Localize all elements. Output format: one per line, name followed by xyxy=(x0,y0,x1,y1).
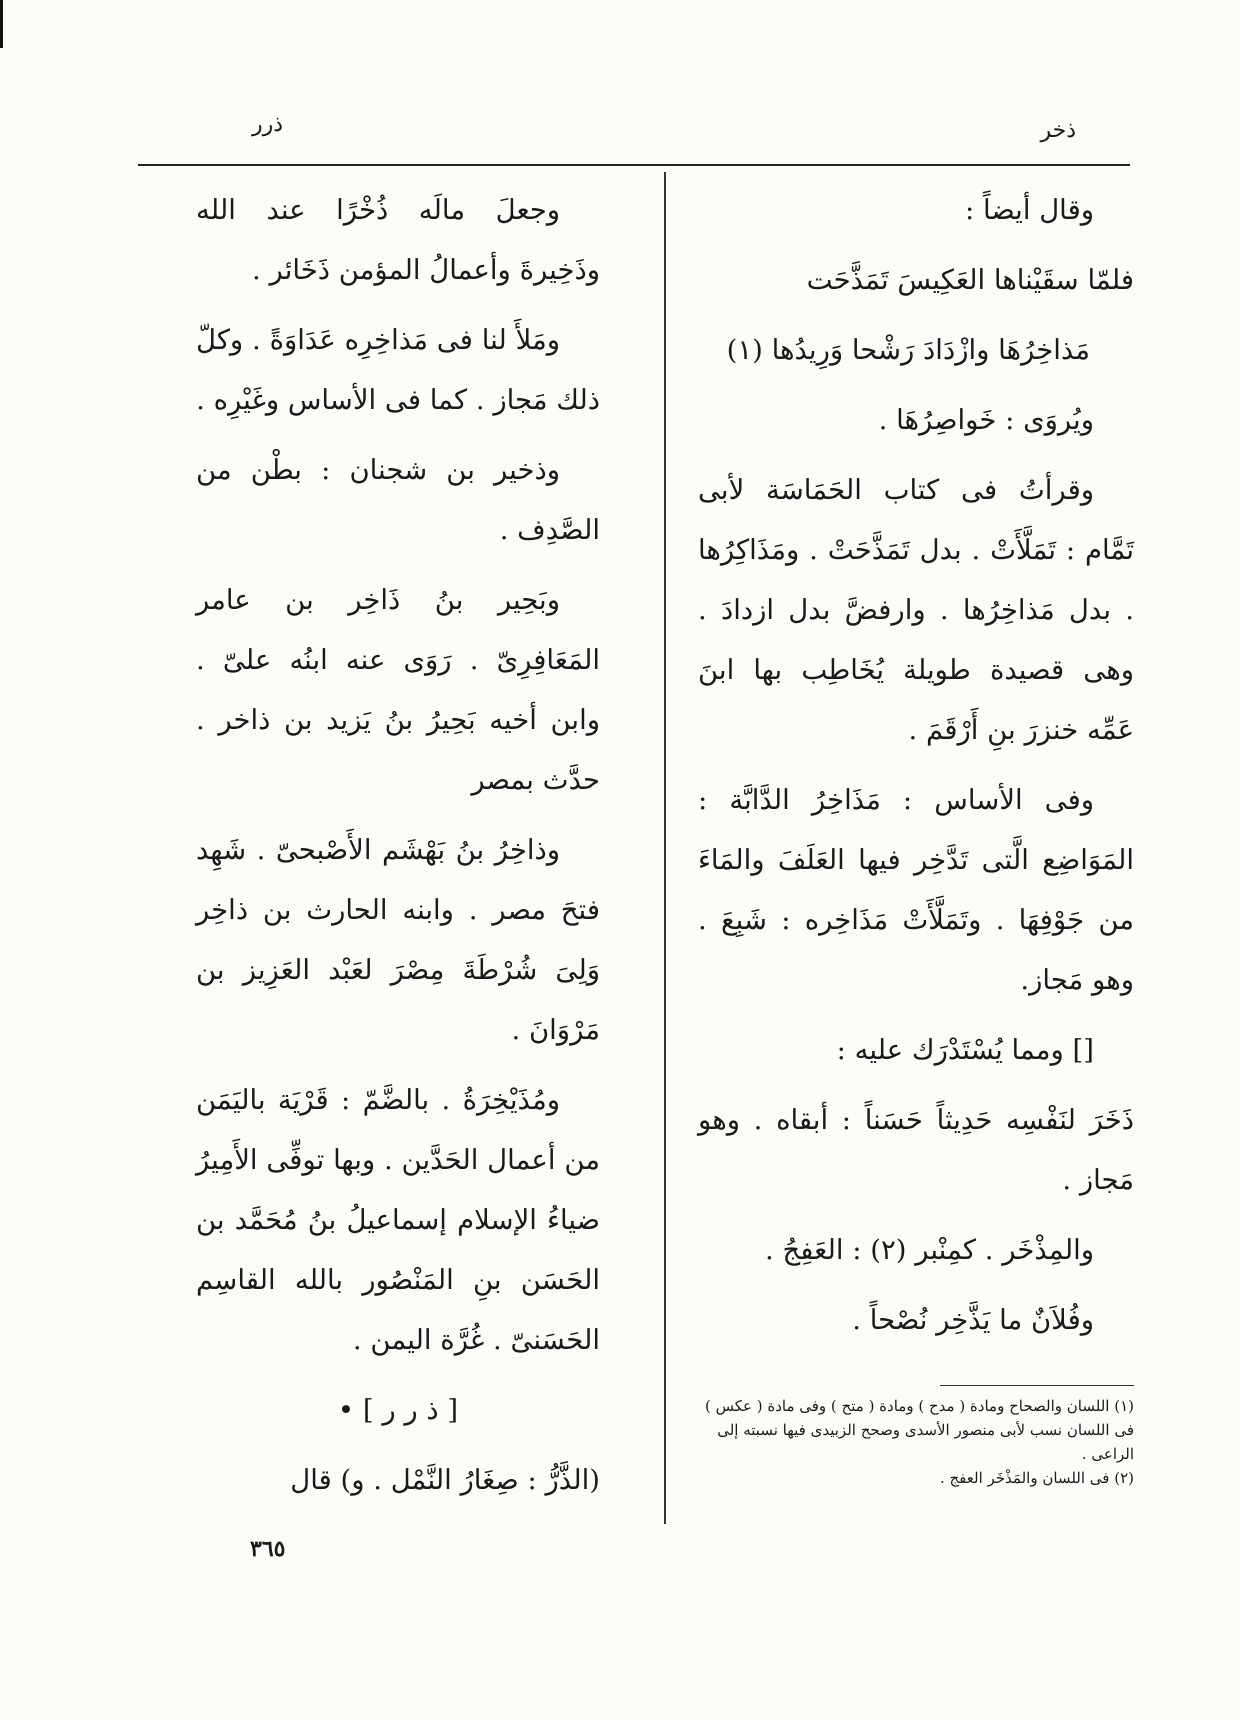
paragraph: وقرأتُ فى كتاب الحَمَاسَة لأبى تَمَّام : تَمَلَّأَتْ . بدل تَمَذَّحَتْ . ومَذَاكِرُها . بدل مَذاخِرُها . وارفضَّ بدل ازدادَ . وهى قصيدة طويلة يُخَاطِب بها ابنَ عَمِّه خنزرَ بنِ أَرْقَمَ . xyxy=(698,474,1134,746)
footnote: (١) اللسان والصحاح ومادة ( مدح ) ومادة ( متح ) وفى مادة ( عكس ) فى اللسان نسب لأبى منصور الأسدى وصحح الزبيدى فيها نسبته إلى الراعى . xyxy=(704,1397,1134,1463)
paragraph: ومُذَيْخِرَةُ . بالضَّمّ : قَرْيَة باليَمَن من أعمال الحَدَّين . وبها توفِّى الأَمِيرُ ضياءُ الإسلام إسماعيلُ بنُ مُحَمَّد بن الحَسَن بنِ المَنْصُور بالله القاسِم الحَسَنىّ . غُرَّة اليمن . xyxy=(196,1084,600,1356)
left-column xyxy=(196,180,600,1520)
verse-line: فلمّا سقَيْناها العَكِيسَ تَمَذَّحَت xyxy=(806,264,1134,296)
paragraph: وفُلاَنٌ ما يَذَّخِر نُصْحاً . xyxy=(852,1304,1094,1336)
scan-edge-mark xyxy=(0,0,3,48)
paragraph: وذخير بن شجنان : بطْن من الصَّدِف . xyxy=(196,454,600,546)
paragraph: (الذَّرُّ : صِغَارُ النَّمْل . و) قال xyxy=(290,1464,600,1496)
header-left-word: ذرر xyxy=(252,112,284,137)
header-rule xyxy=(138,164,1130,166)
header-right-word: ذخر xyxy=(1040,118,1076,143)
footnote-rule xyxy=(940,1385,1134,1386)
right-column xyxy=(698,180,1134,1360)
paragraph: وقال أيضاً : xyxy=(964,194,1094,226)
paragraph: ذَخَرَ لنَفْسِه حَدِيثاً حَسَناً : أبقاه . وهو مَجاز . xyxy=(698,1104,1134,1196)
running-header xyxy=(170,112,1110,152)
paragraph: ويُروَى : خَواصِرُهَا . xyxy=(878,404,1094,436)
footnotes xyxy=(698,1394,1134,1490)
paragraph: وذاخِرُ بنُ بَهْشَم الأَصْبحىّ . شَهِد فتحَ مصر . وابنه الحارث بن ذاخِر وَلِىَ شُرْطَةَ مِصْرَ لعَبْد العَزِيز بن مَرْوَانَ . xyxy=(196,834,600,1046)
paragraph: وبَحِير بنُ ذَاخِر بن عامر المَعَافِرِىّ . رَوَى عنه ابنُه علىّ . وابن أخيه بَحِيرُ بنُ يَزيد بن ذاخر . حدَّث بمصر xyxy=(196,584,600,796)
paragraph: وجعلَ مالَه ذُخْرًا عند الله وذَخِيرةَ وأعمالُ المؤمن ذَخَائر . xyxy=(196,194,600,286)
footnote: (٢) فى اللسان والمَذْخَر العفج . xyxy=(939,1469,1134,1487)
entry-heading: [ ذ ر ر ] • xyxy=(337,1394,459,1426)
column-divider xyxy=(664,172,666,1524)
page-number: ٣٦٥ xyxy=(250,1536,286,1562)
paragraph: ومَلأَ لنا فى مَذاخِرِه عَدَاوَةً . وكلّ ذلك مَجاز . كما فى الأساس وغَيْرِه . xyxy=(196,324,600,416)
paragraph: والمِذْخَر . كمِنْبر (٢) : العَفِجُ . xyxy=(765,1234,1094,1266)
verse-line: مَذاخِرُهَا وازْدَادَ رَشْحا وَرِيدُها (١) xyxy=(726,334,1090,366)
paragraph: وفى الأساس : مَذَاخِرُ الدَّابَّة : المَوَاضِع الَّتى تَدَّخِر فيها العَلَفَ والمَاءَ من جَوْفِهَا . وتَمَلَّأَتْ مَذَاخِره : شَبِعَ . وهو مَجاز. xyxy=(698,784,1134,996)
paragraph: [] ومما يُسْتَدْرَك عليه : xyxy=(836,1034,1094,1066)
